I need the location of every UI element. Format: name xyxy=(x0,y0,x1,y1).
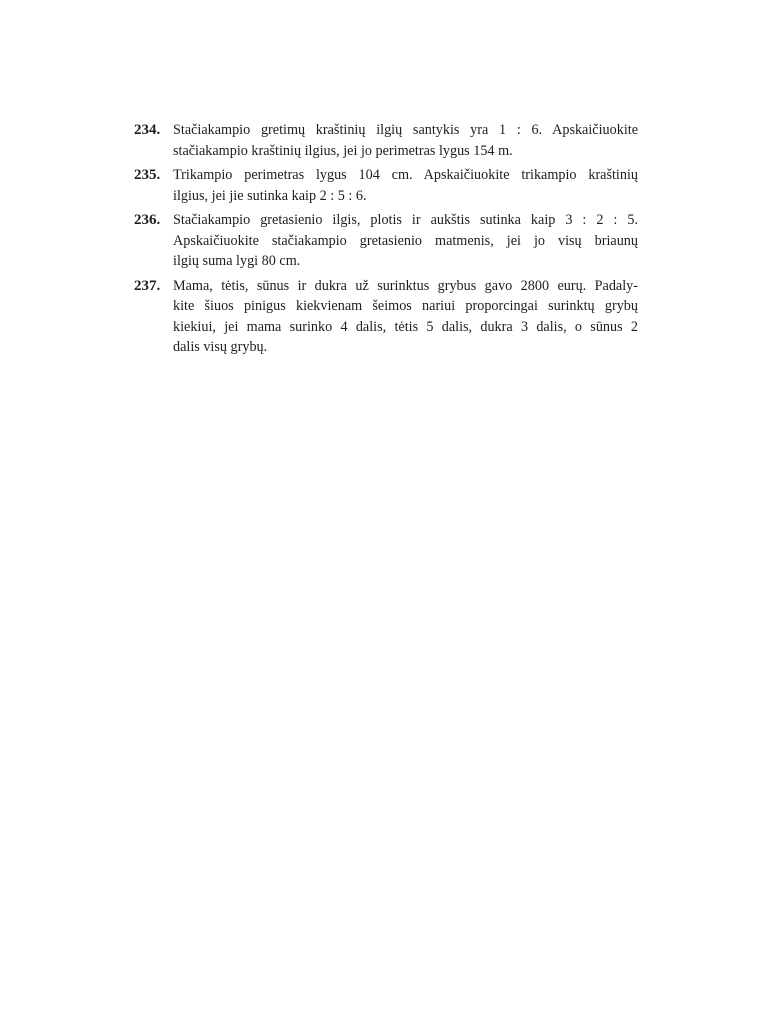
problem-line: Mama, tėtis, sūnus ir dukra už surinktus grybus gavo 2800 eurų. Padaly- xyxy=(173,277,638,294)
problem-236 xyxy=(134,210,638,272)
problem-237 xyxy=(134,276,638,358)
problem-line: Apskaičiuokite stačiakampio gretasienio matmenis, jei jo visų briaunų xyxy=(173,232,638,249)
problem-line: dalis visų grybų. xyxy=(173,339,268,355)
problem-list xyxy=(134,120,638,362)
problem-line: Trikampio perimetras lygus 104 cm. Apskaičiuokite trikampio kraštinių xyxy=(173,167,638,183)
problem-line: kiekiui, jei mama surinko 4 dalis, tėtis 5 dalis, dukra 3 dalis, o sūnus 2 xyxy=(173,318,638,335)
problem-234 xyxy=(134,120,638,161)
problem-text xyxy=(173,210,638,272)
problem-number: 237. xyxy=(134,277,161,294)
problem-line: Stačiakampio gretasienio ilgis, plotis ir aukštis sutinka kaip 3 : 2 : 5. xyxy=(173,212,638,228)
problem-number: 236. xyxy=(134,212,161,228)
problem-line: ilgius, jei jie sutinka kaip 2 : 5 : 6. xyxy=(173,187,367,204)
problem-text xyxy=(173,276,638,358)
problem-line: kite šiuos pinigus kiekvienam šeimos nariui proporcingai surinktų grybų xyxy=(173,298,638,314)
problem-235 xyxy=(134,165,638,206)
problem-number: 235. xyxy=(134,167,161,183)
problem-line: ilgių suma lygi 80 cm. xyxy=(173,253,301,269)
problem-line: stačiakampio kraštinių ilgius, jei jo perimetras lygus 154 m. xyxy=(173,142,513,159)
problem-text xyxy=(173,120,638,161)
problem-text xyxy=(173,165,638,206)
problem-number: 234. xyxy=(134,122,161,138)
problem-line: Stačiakampio gretimų kraštinių ilgių santykis yra 1 : 6. Apskaičiuokite xyxy=(173,122,638,138)
